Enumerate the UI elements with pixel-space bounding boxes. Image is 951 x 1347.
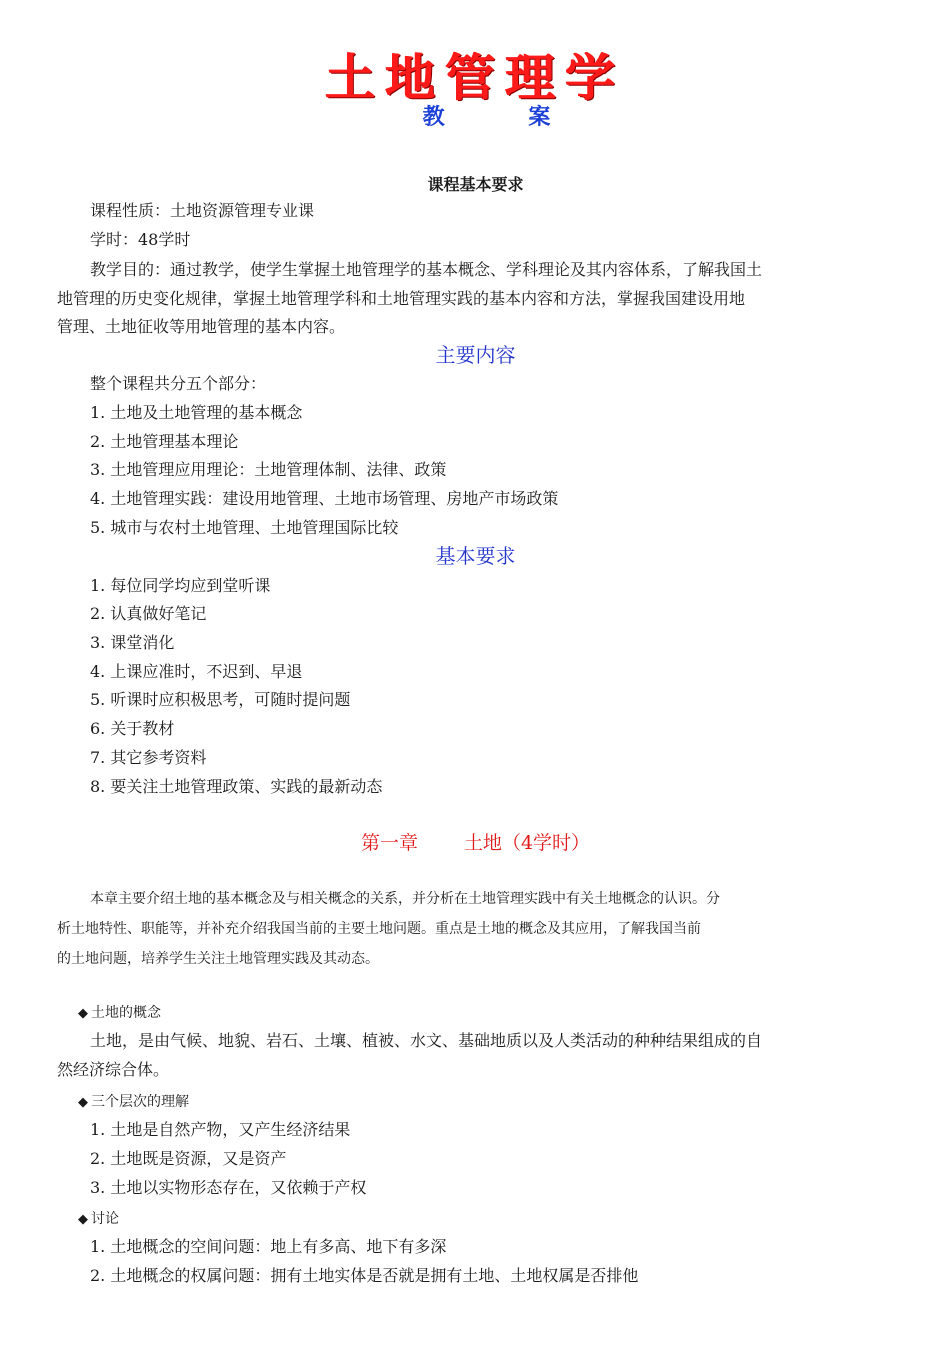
document-subtitle: 教 案 (422, 105, 589, 130)
diamond-bullet-icon: ◆ (78, 1095, 88, 1110)
course-hours: 学时：48学时 (90, 230, 191, 249)
requirements-heading: 课程基本要求 (427, 175, 524, 194)
section-concept (78, 1003, 161, 1024)
list-item: 3. 土地管理应用理论：土地管理体制、法律、政策 (90, 460, 447, 479)
list-item: 5. 听课时应积极思考，可随时提问题 (90, 690, 351, 709)
course-goal-line: 教学目的：通过教学，使学生掌握土地管理学的基本概念、学科理论及其内容体系，了解我国土 (90, 260, 763, 279)
list-item: 2. 土地管理基本理论 (90, 432, 239, 451)
main-content-heading: 主要内容 (435, 343, 516, 367)
chapter-intro-line: 析土地特性、职能等，并补充介绍我国当前的主要土地问题。重点是土地的概念及其应用，了解我国当前 (57, 921, 701, 937)
concept-definition-line: 然经济综合体。 (57, 1060, 170, 1079)
list-item: 2. 认真做好笔记 (90, 604, 207, 623)
course-nature: 课程性质：土地资源管理专业课 (90, 201, 315, 220)
chapter-intro-line: 的土地问题，培养学生关注土地管理实践及其动态。 (57, 951, 379, 967)
course-goal-line: 管理、土地征收等用地管理的基本内容。 (57, 317, 346, 336)
list-item: 1. 土地是自然产物，又产生经济结果 (90, 1120, 351, 1139)
list-item: 8. 要关注土地管理政策、实践的最新动态 (90, 777, 383, 796)
basic-requirements-heading: 基本要求 (435, 544, 516, 568)
concept-definition-line: 土地，是由气候、地貌、岩石、土壤、植被、水文、基础地质以及人类活动的种种结果组成的自 (90, 1031, 763, 1050)
list-item: 4. 土地管理实践：建设用地管理、土地市场管理、房地产市场政策 (90, 489, 559, 508)
list-item: 3. 土地以实物形态存在，又依赖于产权 (90, 1178, 367, 1197)
list-item: 6. 关于教材 (90, 719, 175, 738)
chapter-heading (0, 830, 951, 856)
section-label: 讨论 (91, 1211, 119, 1227)
list-item: 1. 土地概念的空间问题：地上有多高、地下有多深 (90, 1237, 447, 1256)
list-item: 2. 土地既是资源，又是资产 (90, 1149, 287, 1168)
list-item: 5. 城市与农村土地管理、土地管理国际比较 (90, 518, 399, 537)
section-levels (78, 1092, 189, 1113)
diamond-bullet-icon: ◆ (78, 1006, 88, 1021)
diamond-bullet-icon: ◆ (78, 1212, 88, 1227)
list-item: 4. 上课应准时，不迟到、早退 (90, 662, 303, 681)
chapter-title: 土地（4学时） (463, 832, 591, 854)
document-title: 土地管理学 (325, 49, 626, 107)
chapter-label: 第一章 (360, 832, 418, 854)
course-goal-line: 地管理的历史变化规律，掌握土地管理学科和土地管理实践的基本内容和方法，掌握我国建设用地 (57, 289, 746, 308)
list-item: 7. 其它参考资料 (90, 748, 207, 767)
list-item: 2. 土地概念的权属问题：拥有土地实体是否就是拥有土地、土地权属是否排他 (90, 1266, 639, 1285)
list-item: 1. 土地及土地管理的基本概念 (90, 403, 303, 422)
section-discussion (78, 1209, 119, 1230)
list-item: 1. 每位同学均应到堂听课 (90, 576, 271, 595)
main-content-intro: 整个课程共分五个部分： (90, 374, 267, 393)
section-label: 三个层次的理解 (91, 1094, 189, 1110)
chapter-intro-line: 本章主要介绍土地的基本概念及与相关概念的关系，并分析在土地管理实践中有关土地概念的认识。分 (90, 891, 720, 907)
list-item: 3. 课堂消化 (90, 633, 175, 652)
section-label: 土地的概念 (91, 1005, 161, 1021)
